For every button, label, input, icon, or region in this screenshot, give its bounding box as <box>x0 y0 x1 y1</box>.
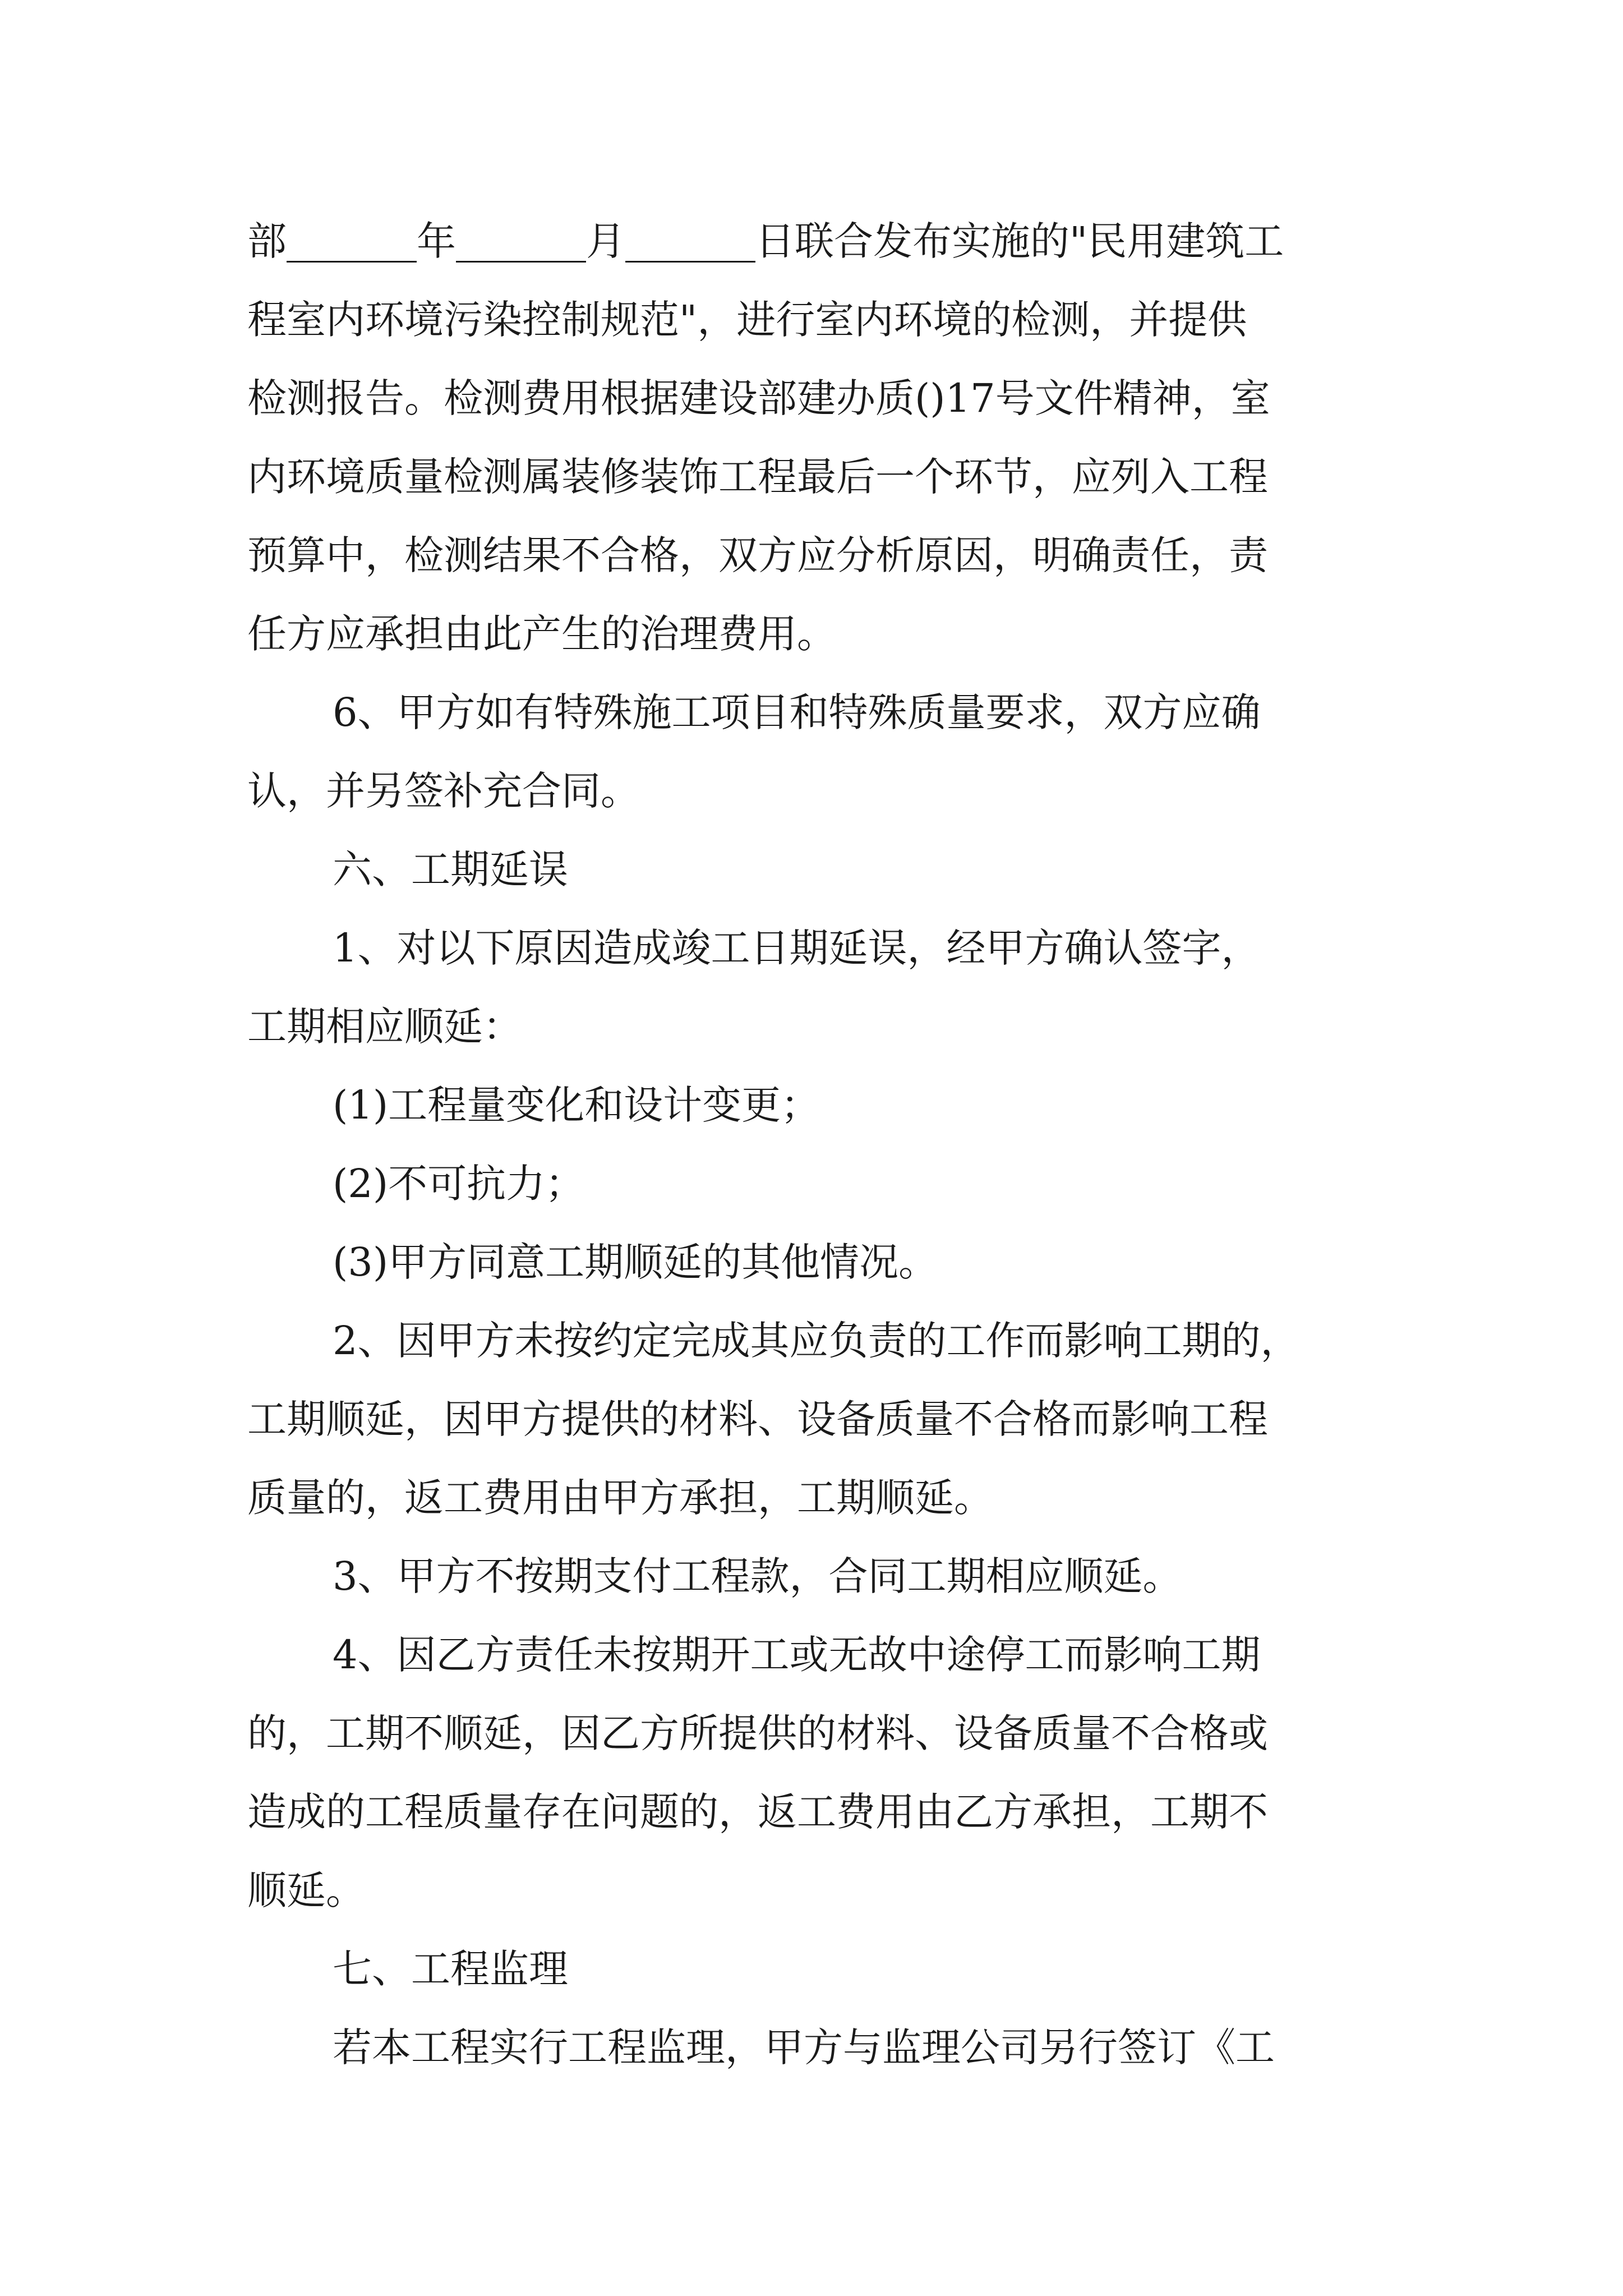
text-line-20: 的，工期不顺延，因乙方所提供的材料、设备质量不合格或 <box>247 1710 1268 1756</box>
blank-underline <box>456 222 586 263</box>
text-line-2: 程室内环境污染控制规范"，进行室内环境的检测，并提供 <box>247 297 1247 343</box>
paragraph-item-6: 6、甲方如有特殊施工项目和特殊质量要求，双方应确 <box>333 689 1261 735</box>
paragraph-item-4: 4、因乙方责任未按期开工或无故中途停工而影响工期 <box>333 1632 1261 1678</box>
paragraph-item-1: 1、对以下原因造成竣工日期延误，经甲方确认签字， <box>333 925 1261 971</box>
section-heading-six: 六、工期延误 <box>333 846 568 892</box>
text-segment: 年 <box>417 218 456 264</box>
text-line-17: 质量的，返工费用由甲方承担，工期顺延。 <box>247 1475 993 1521</box>
text-segment: 日联合发布实施的"民用建筑工 <box>755 218 1284 264</box>
sub-item-1: (1)工程量变化和设计变更； <box>333 1082 820 1128</box>
sub-item-3: (3)甲方同意工期顺延的其他情况。 <box>333 1239 938 1285</box>
blank-underline <box>625 222 755 263</box>
paragraph-item-3: 3、甲方不按期支付工程款，合同工期相应顺延。 <box>333 1553 1182 1599</box>
text-line-22: 顺延。 <box>247 1867 365 1913</box>
text-line-24: 若本工程实行工程监理，甲方与监理公司另行签订《工 <box>333 2024 1275 2070</box>
sub-item-2: (2)不可抗力； <box>333 1161 585 1207</box>
text-line-11: 工期相应顺延： <box>247 1004 522 1050</box>
text-line-16: 工期顺延，因甲方提供的材料、设备质量不合格而影响工程 <box>247 1396 1268 1442</box>
text-line-21: 造成的工程质量存在问题的，返工费用由乙方承担，工期不 <box>247 1789 1268 1835</box>
text-line-3: 检测报告。检测费用根据建设部建办质()17号文件精神，室 <box>247 375 1270 421</box>
text-segment: 月 <box>586 218 625 264</box>
text-line-4: 内环境质量检测属装修装饰工程最后一个环节，应列入工程 <box>247 454 1268 500</box>
blank-underline <box>287 222 417 263</box>
text-line-5: 预算中，检测结果不合格，双方应分析原因，明确责任，责 <box>247 532 1268 578</box>
text-segment: 部 <box>247 218 287 264</box>
paragraph-item-2: 2、因甲方未按约定完成其应负责的工作而影响工期的， <box>333 1318 1300 1364</box>
section-heading-seven: 七、工程监理 <box>333 1946 568 1992</box>
text-line-6: 任方应承担由此产生的治理费用。 <box>247 611 836 657</box>
text-line-1 <box>247 208 1391 275</box>
text-line-8: 认，并另签补充合同。 <box>247 768 640 814</box>
